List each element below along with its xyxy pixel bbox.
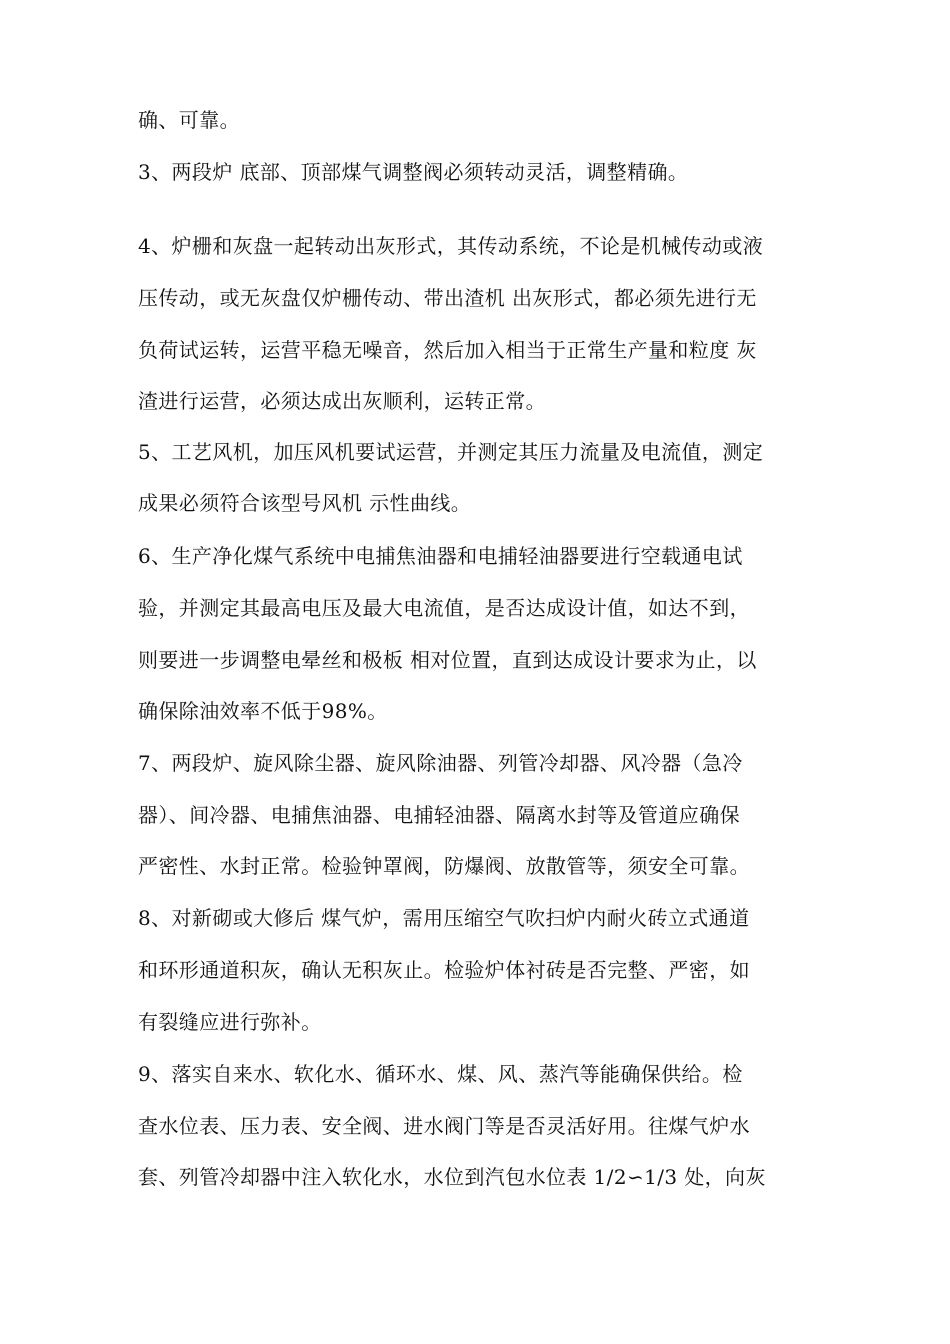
text-line: 严密性、水封正常。检验钟罩阀，防爆阀、放散管等，须安全可靠。 bbox=[138, 854, 750, 878]
text-line: 则要进一步调整电晕丝和极板 相对位置，直到达成设计要求为止，以 bbox=[138, 648, 757, 672]
text-line: 器）、间冷器、电捕焦油器、电捕轻油器、隔离水封等及管道应确保 bbox=[138, 803, 740, 827]
text-line: 4、炉栅和灰盘一起转动出灰形式，其传动系统，不论是机械传动或液 bbox=[138, 234, 764, 258]
text-line: 5、工艺风机，加压风机要试运营，并测定其压力流量及电流值，测定 bbox=[138, 440, 764, 464]
text-line: 查水位表、压力表、安全阀、进水阀门等是否灵活好用。往煤气炉水 bbox=[138, 1114, 750, 1138]
text-line: 6、生产净化煤气系统中电捕焦油器和电捕轻油器要进行空载通电试 bbox=[138, 544, 743, 568]
text-line: 成果必须符合该型号风机 示性曲线。 bbox=[138, 491, 472, 515]
text-line: 3、两段炉 底部、顶部煤气调整阀必须转动灵活，调整精确。 bbox=[138, 160, 689, 184]
text-line: 9、落实自来水、软化水、循环水、煤、风、蒸汽等能确保供给。检 bbox=[138, 1062, 743, 1086]
text-line: 套、列管冷却器中注入软化水，水位到汽包水位表 1/2∽1/3 处，向灰 bbox=[138, 1165, 766, 1189]
text-line: 负荷试运转，运营平稳无噪音，然后加入相当于正常生产量和粒度 灰 bbox=[138, 338, 757, 362]
text-line: 渣进行运营，必须达成出灰顺利，运转正常。 bbox=[138, 389, 546, 413]
text-line: 确保除油效率不低于98%。 bbox=[138, 699, 388, 723]
text-line: 确、可靠。 bbox=[138, 108, 240, 132]
text-line: 7、两段炉、旋风除尘器、旋风除油器、列管冷却器、风冷器（急冷 bbox=[138, 751, 743, 775]
text-line: 验，并测定其最高电压及最大电流值，是否达成设计值，如达不到， bbox=[138, 596, 750, 620]
text-line: 8、对新砌或大修后 煤气炉，需用压缩空气吹扫炉内耐火砖立式通道 bbox=[138, 906, 750, 930]
text-line: 有裂缝应进行弥补。 bbox=[138, 1010, 322, 1034]
text-line: 压传动，或无灰盘仅炉栅传动、带出渣机 出灰形式，都必须先进行无 bbox=[138, 286, 757, 310]
text-line: 和环形通道积灰，确认无积灰止。检验炉体衬砖是否完整、严密，如 bbox=[138, 958, 750, 982]
